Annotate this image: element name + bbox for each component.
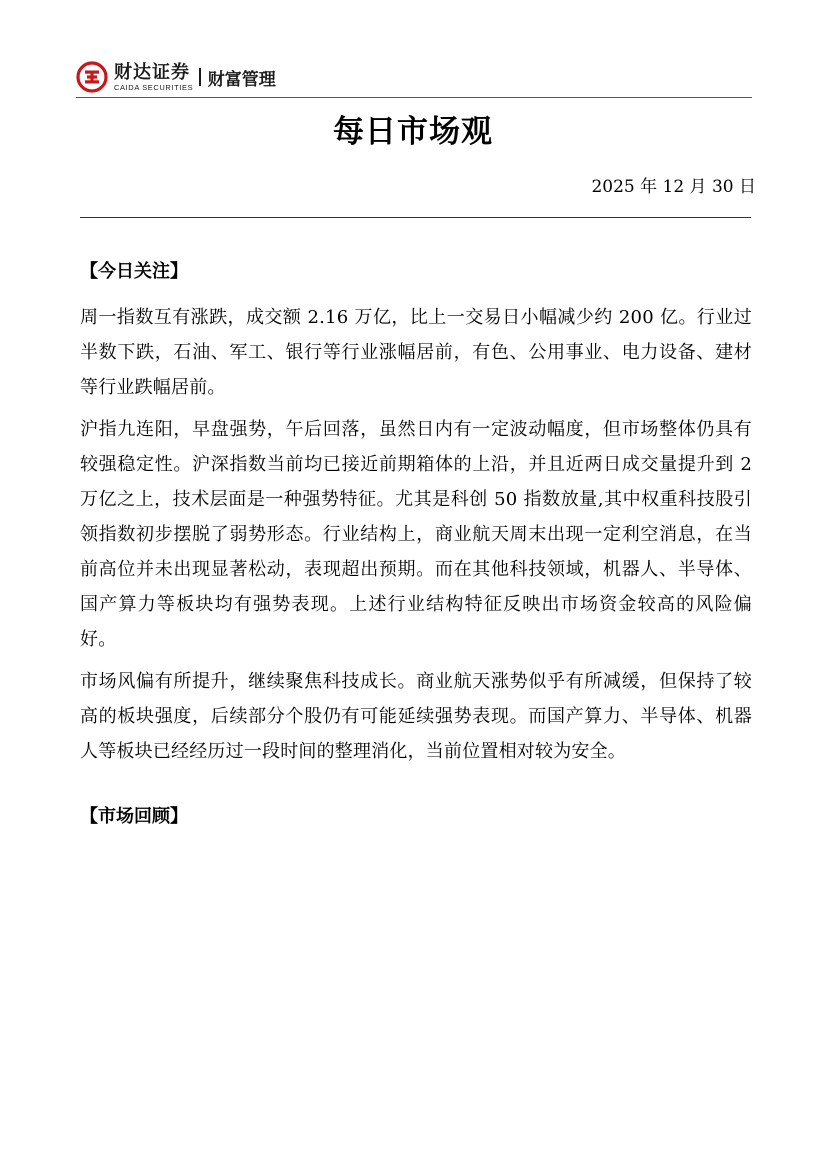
brand-name-cn: 财达证券 (114, 61, 190, 83)
document-title: 每日市场观 (333, 114, 493, 150)
paragraph-outlook: 市场风偏有所提升，继续聚焦科技成长。商业航天涨势似乎有所减缓，但保持了较高的板块强度，后续部分个股仍有可能延续强势表现。而国产算力、半导体、机器人等板块已经经历过一段时间的整理消化，当前位置相对较为安全。 (80, 671, 752, 762)
section-heading-today-focus: 【今日关注】 (80, 261, 188, 282)
header-subtitle: 财富管理 (207, 69, 276, 90)
brand-wordmark (114, 63, 193, 92)
section-heading-market-review: 【市场回顾】 (80, 806, 188, 827)
caida-logo-icon (76, 61, 108, 93)
brand-name-en: CAIDA SECURITIES (114, 82, 194, 92)
document-date: 2025 年 12 月 30 日 (591, 177, 756, 197)
header-separator (199, 68, 201, 86)
date-divider (80, 217, 751, 218)
page-header (76, 58, 276, 96)
paragraph-index-analysis: 沪指九连阳，早盘强势，午后回落，虽然日内有一定波动幅度，但市场整体仍具有较强稳定性。沪深指数当前均已接近前期箱体的上沿，并且近两日成交量提升到 2 万亿之上，技术层面是一种强势特征。尤其是科创 50 指数放量,其中权重科技股引领指数初步摆脱了弱势形态。行业结构上，商业航天周末出现一定利空消息，在当前高位并未出现显著松动，表现超出预期。而在其他科技领域，机器人、半导体、国产算力等板块均有强势表现。上述行业结构特征反映出市场资金较高的风险偏好。 (80, 419, 752, 650)
header-divider (76, 97, 752, 98)
document-body (80, 255, 752, 834)
paragraph-market-summary: 周一指数互有涨跌，成交额 2.16 万亿，比上一交易日小幅减少约 200 亿。行业过半数下跌，石油、军工、银行等行业涨幅居前，有色、公用事业、电力设备、建材等行业跌幅居前。 (80, 307, 752, 398)
